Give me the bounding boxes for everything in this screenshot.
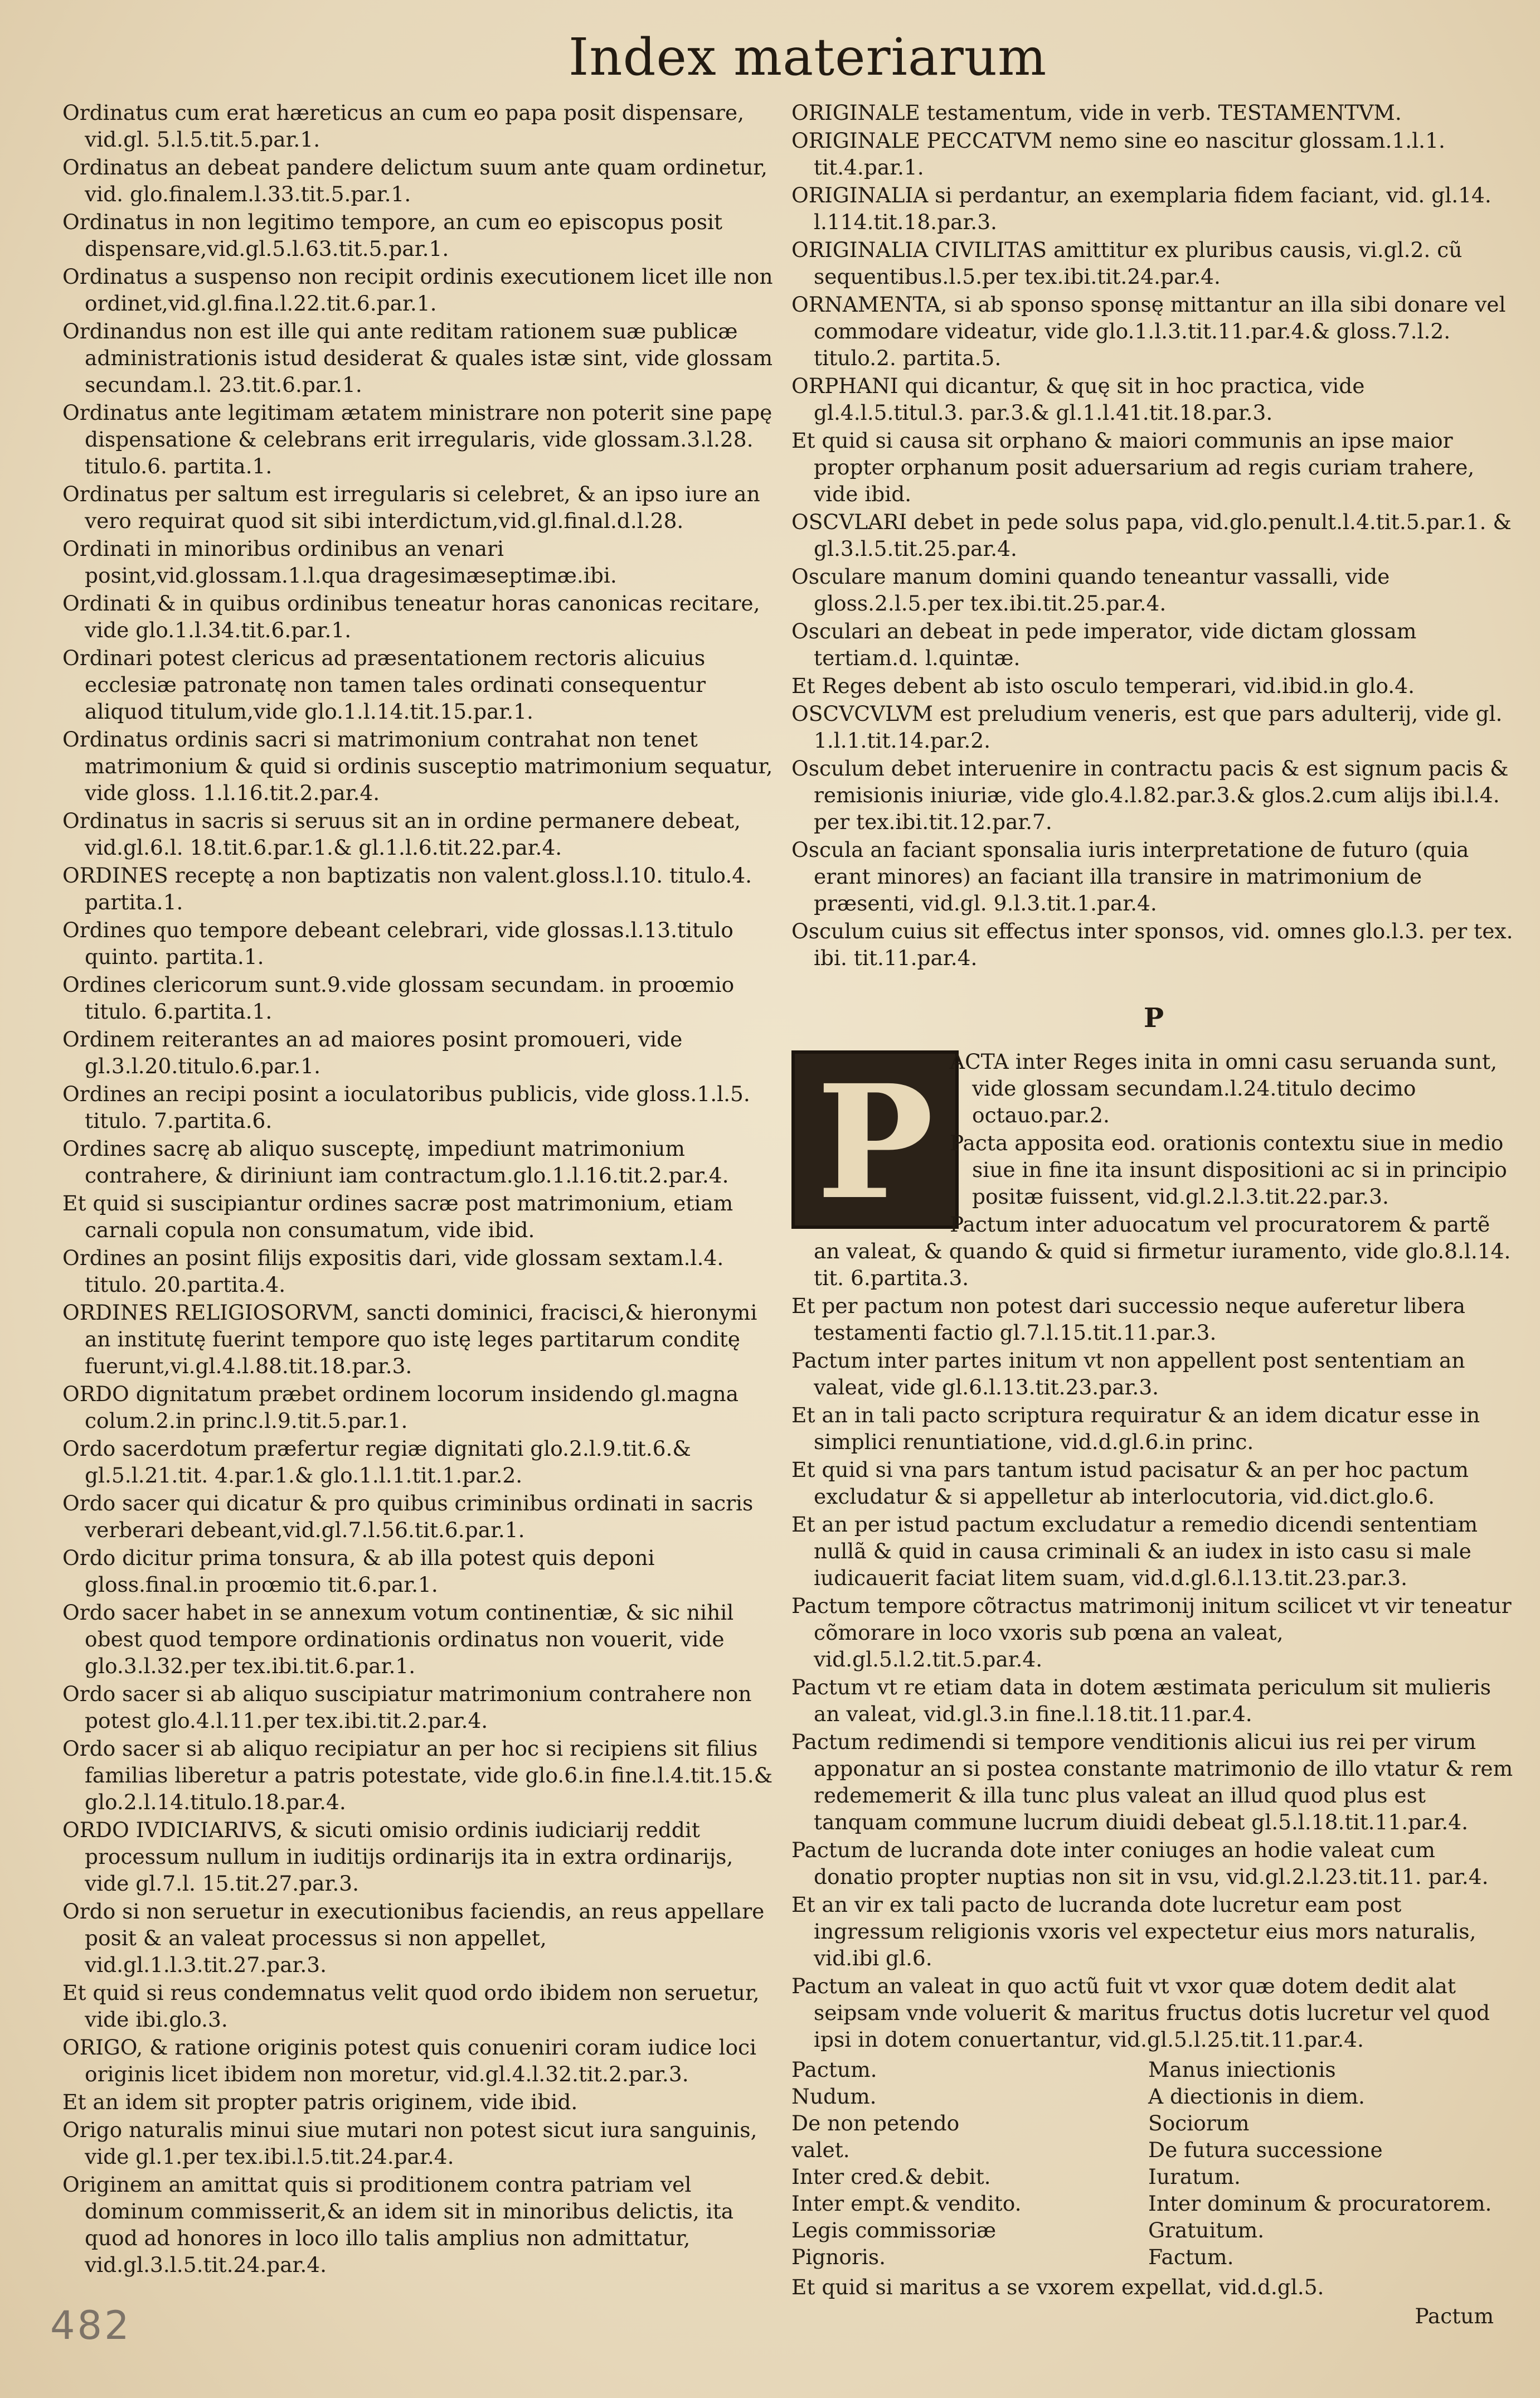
cross-reference-item: Factum.: [1148, 2245, 1234, 2269]
final-entry: Et quid si maritus a se vxorem expellat, vid.d.gl.5.: [791, 2275, 1324, 2299]
index-entry: Pactum inter aduocatum vel procuratorem & partẽ an valeat, & quando & quid si firmetur iuramento, vide glo.8.l.14. tit. 6.partita.3.: [814, 1212, 1511, 1290]
index-entry: ORDINES receptę a non baptizatis non valent.gloss.l.10. titulo.4. partita.1.: [62, 863, 752, 914]
catchword: Pactum: [1415, 2304, 1494, 2328]
index-entry: Et an idem sit propter patris originem, vide ibid.: [62, 2090, 578, 2114]
index-entry: Ordinatus in non legitimo tempore, an cum eo episcopus posit dispensare,vid.gl.5.l.63.tit.5.par.1.: [62, 210, 723, 261]
index-entry: ORDO IVDICIARIVS, & sicuti omisio ordinis iudiciarij reddit processum nullum in iuditijs ordinarijs ita in extra ordinarijs, vide gl.7.l. 15.tit.27.par.3.: [62, 1818, 733, 1896]
cross-reference-item: A diectionis in diem.: [1148, 2084, 1365, 2109]
cross-reference-left: [791, 2056, 1137, 2270]
index-entry: ORIGINALIA CIVILITAS amittitur ex pluribus causis, vi.gl.2. cũ sequentibus.l.5.per tex.ibi.tit.24.par.4.: [791, 238, 1463, 289]
cross-reference-item: Sociorum: [1148, 2111, 1250, 2135]
index-entry: Et an vir ex tali pacto de lucranda dote lucretur eam post ingressum religionis vxoris vel expectetur eius mors naturalis, vid.ibi gl.6.: [791, 1892, 1476, 1970]
index-entry: Ordinari potest clericus ad præsentationem rectoris alicuius ecclesiæ patronatę non tamen tales ordinati consequentur aliquod titulum,vide glo.1.l.14.tit.15.par.1.: [62, 646, 706, 724]
index-entry: Pactum an valeat in quo actũ fuit vt vxor quæ dotem dedit alat seipsam vnde voluerit & maritus fructus dotis lucretur vel quod ipsi in dotem conuertantur, vid.gl.5.l.25.tit.11.par.4.: [791, 1974, 1490, 2052]
index-entry: Ordinatus ante legitimam ætatem ministrare non poterit sine papę dispensatione & celebrans erit irregularis, vide glossam.3.l.28. titulo.6. partita.1.: [62, 400, 773, 478]
decorated-initial-p: P: [791, 1050, 959, 1229]
index-entry: Ordo sacer qui dicatur & pro quibus criminibus ordinati in sacris verberari debeant,vid.gl.7.l.56.tit.6.par.1.: [62, 1491, 754, 1542]
index-entry: Ordo sacerdotum præfertur regiæ dignitati glo.2.l.9.tit.6.& gl.5.l.21.tit. 4.par.1.& glo.1.l.1.tit.1.par.2.: [62, 1436, 691, 1488]
index-entry: Et quid si suscipiantur ordines sacræ post matrimonium, etiam carnali copula non consumatum, vide ibid.: [62, 1191, 733, 1242]
index-entry: Ordo sacer si ab aliquo recipiatur an per hoc si recipiens sit filius familias liberetur a patris potestate, vide glo.6.in fine.l.4.tit.15.& glo.2.l.14.titulo.18.par.4.: [62, 1736, 773, 1814]
index-entry: Ordo si non seruetur in executionibus faciendis, an reus appellare posit & an valeat processus si non appellet, vid.gl.1.l.3.tit.27.par.3.: [62, 1899, 765, 1977]
index-entry: Osculare manum domini quando teneantur vassalli, vide gloss.2.l.5.per tex.ibi.tit.25.par.4.: [791, 564, 1390, 616]
cross-reference-item: De non petendo: [791, 2111, 960, 2135]
index-entry: OSCVLARI debet in pede solus papa, vid.glo.penult.l.4.tit.5.par.1. & gl.3.l.5.tit.25.par.4.: [791, 510, 1512, 561]
index-entry: ORDINES RELIGIOSORVM, sancti dominici, fracisci,& hieronymi an institutę fuerint tempore quo istę leges partitarum conditę fuerunt,vi.gl.4.l.88.tit.18.par.3.: [62, 1300, 757, 1378]
cross-reference-item: Pignoris.: [791, 2245, 886, 2269]
index-entry: Ordinatus a suspenso non recipit ordinis executionem licet ille non ordinet,vid.gl.fina.l.22.tit.6.par.1.: [62, 264, 773, 316]
index-entry: Ordo sacer habet in se annexum votum continentiæ, & sic nihil obest quod tempore ordinationis ordinatus non vouerit, vide glo.3.l.32.per tex.ibi.tit.6.par.1.: [62, 1600, 734, 1678]
index-entry: ORNAMENTA, si ab sponso sponsę mittantur an illa sibi donare vel commodare videatur, vide glo.1.l.3.tit.11.par.4.& gloss.7.l.2. titulo.2. partita.5.: [791, 292, 1506, 370]
index-entry: Ordinati in minoribus ordinibus an venari posint,vid.glossam.1.l.qua dragesimæseptimæ.ibi.: [62, 536, 617, 588]
index-entry: ORDO dignitatum præbet ordinem locorum insidendo gl.magna colum.2.in princ.l.9.tit.5.par.1.: [62, 1382, 739, 1433]
section-heading-p: P: [1143, 1002, 1164, 1034]
index-entry: Ordines quo tempore debeant celebrari, vide glossas.l.13.titulo quinto. partita.1.: [62, 918, 733, 969]
index-entry: ORIGINALE testamentum, vide in verb. TESTAMENTVM.: [791, 100, 1402, 125]
left-column: [62, 99, 781, 2277]
index-entry: Ordines clericorum sunt.9.vide glossam secundam. in proœmio titulo. 6.partita.1.: [62, 972, 735, 1024]
index-entry: Pactum redimendi si tempore venditionis alicui ius rei per virum apponatur an si postea constante matrimonio de illo vtatur & rem redememerit & illa tunc plus valeat an illud quod plus est tanquam commune lucrum diuidi debeat gl.5.l.18.tit.11.par.4.: [791, 1730, 1513, 1834]
index-entry: ACTA inter Reges inita in omni casu seruanda sunt, vide glossam secundam.l.24.titulo decimo octauo.par.2.: [950, 1049, 1498, 1127]
index-entry: Ordo sacer si ab aliquo suscipiatur matrimonium contrahere non potest glo.4.l.11.per tex.ibi.tit.2.par.4.: [62, 1682, 752, 1733]
index-entry: ORIGO, & ratione originis potest quis conueniri coram iudice loci originis licet ibidem non moretur, vid.gl.4.l.32.tit.2.par.3.: [62, 2035, 757, 2086]
page-title: Index materiarum: [569, 27, 1047, 87]
index-entry: Ordinem reiterantes an ad maiores posint promoueri, vide gl.3.l.20.titulo.6.par.1.: [62, 1027, 683, 1078]
index-entry: Ordinatus in sacris si seruus sit an in ordine permanere debeat, vid.gl.6.l. 18.tit.6.par.1.& gl.1.l.6.tit.22.par.4.: [62, 808, 741, 860]
index-entry: Et an per istud pactum excludatur a remedio dicendi sententiam nullã & quid in causa criminali & an iudex in isto casu si male iudicauerit faciat litem suam, vid.d.gl.6.l.13.tit.23.par.3.: [791, 1512, 1478, 1590]
index-entry: Origo naturalis minui siue mutari non potest sicut iura sanguinis, vide gl.1.per tex.ibi.l.5.tit.24.par.4.: [62, 2118, 757, 2169]
index-entry: Ordines sacrę ab aliquo susceptę, impediunt matrimonium contrahere, & diriniunt iam contractum.glo.1.l.16.tit.2.par.4.: [62, 1136, 729, 1188]
index-entry: Originem an amittat quis si proditionem contra patriam vel dominum commisserit,& an idem sit in minoribus delictis, ita quod ad honores in loco illo talis amplius non admittatur, vid.gl.3.l.5.tit.24.par.4.: [62, 2172, 734, 2277]
index-entry: Pactum vt re etiam data in dotem æstimata periculum sit mulieris an valeat, vid.gl.3.in fine.l.18.tit.11.par.4.: [791, 1675, 1492, 1726]
o-entries: [791, 99, 1516, 971]
cross-reference-list: [791, 2056, 1516, 2270]
cross-reference-item: Manus iniectionis: [1148, 2057, 1336, 2082]
index-entry: OSCVCVLVM est preludium veneris, est que pars adulterij, vide gl. 1.l.1.tit.14.par.2.: [791, 701, 1503, 753]
index-entry: ORIGINALIA si perdantur, an exemplaria fidem faciant, vid. gl.14. l.114.tit.18.par.3.: [791, 183, 1492, 234]
index-entry: Pactum tempore cõtractus matrimonij initum scilicet vt vir teneatur cõmorare in loco vxoris sub pœna an valeat, vid.gl.5.l.2.tit.5.par.4.: [791, 1593, 1512, 1672]
index-entry: Et quid si vna pars tantum istud pacisatur & an per hoc pactum excludatur & si appelletur ab interlocutoria, vid.dict.glo.6.: [791, 1457, 1469, 1509]
folio-number: 482: [50, 2303, 132, 2348]
cross-reference-item: Gratuitum.: [1148, 2218, 1265, 2242]
index-entry: Et per pactum non potest dari successio neque auferetur libera testamenti factio gl.7.l.15.tit.11.par.3.: [791, 1294, 1465, 1345]
index-entry: Et Reges debent ab isto osculo temperari, vid.ibid.in glo.4.: [791, 674, 1415, 698]
index-entry: Osculum cuius sit effectus inter sponsos, vid. omnes glo.l.3. per tex. ibi. tit.11.par.4.: [791, 919, 1513, 970]
index-entry: Et quid si reus condemnatus velit quod ordo ibidem non seruetur, vide ibi.glo.3.: [62, 1980, 760, 2032]
index-entry: Osculum debet interuenire in contractu pacis & est signum pacis & remisionis iniuriæ, vide glo.4.l.82.par.3.& glos.2.cum alijs ibi.l.4. per tex.ibi.tit.12.par.7.: [791, 756, 1509, 834]
index-entry: ORIGINALE PECCATVM nemo sine eo nascitur glossam.1.l.1. tit.4.par.1.: [791, 128, 1445, 180]
cross-reference-item: Iuratum.: [1148, 2164, 1241, 2189]
index-entry: Pacta apposita eod. orationis contextu siue in medio siue in fine ita insunt dispositioni ac si in principio positæ fuissent, vid.gl.2.l.3.tit.22.par.3.: [950, 1131, 1507, 1209]
cross-reference-item: valet.: [791, 2138, 850, 2162]
index-entry: Ordines an recipi posint a ioculatoribus publicis, vide gloss.1.l.5. titulo. 7.partita.6.: [62, 1082, 750, 1133]
index-entry: Ordinatus cum erat hæreticus an cum eo papa posit dispensare, vid.gl. 5.l.5.tit.5.par.1.: [62, 100, 744, 152]
right-column: [791, 99, 1516, 2328]
cross-reference-item: Pactum.: [791, 2057, 877, 2082]
cross-reference-item: De futura successione: [1148, 2138, 1383, 2162]
cross-reference-item: Inter dominum & procuratorem.: [1148, 2191, 1492, 2216]
index-entry: Ordinatus per saltum est irregularis si celebret, & an ipso iure an vero requirat quod sit sibi interdictum,vid.gl.final.d.l.28.: [62, 482, 760, 533]
index-entry: Pactum de lucranda dote inter coniuges an hodie valeat cum donatio propter nuptias non sit in vsu, vid.gl.2.l.23.tit.11. par.4.: [791, 1838, 1489, 1889]
cross-reference-right: [1148, 2056, 1505, 2270]
cross-reference-item: Nudum.: [791, 2084, 877, 2109]
index-entry: Ordines an posint filijs expositis dari, vide glossam sextam.l.4. titulo. 20.partita.4.: [62, 1246, 724, 1297]
index-entry: Ordinati & in quibus ordinibus teneatur horas canonicas recitare, vide glo.1.l.34.tit.6.par.1.: [62, 591, 760, 642]
index-entry: Pactum inter partes initum vt non appellent post sententiam an valeat, vide gl.6.l.13.tit.23.par.3.: [791, 1348, 1465, 1399]
index-entry: Et an in tali pacto scriptura requiratur & an idem dicatur esse in simplici renuntiatione, vid.d.gl.6.in princ.: [791, 1403, 1480, 1454]
index-entry: Ordinandus non est ille qui ante reditam rationem suæ publicæ administrationis istud desiderat & quales istæ sint, vide glossam secundam.l. 23.tit.6.par.1.: [62, 319, 773, 397]
p-section: [791, 1048, 1516, 2053]
index-entry: Oscula an faciant sponsalia iuris interpretatione de futuro (quia erant minores) an faciant illa transire in matrimonium de præsenti, vid.gl. 9.l.3.tit.1.par.4.: [791, 837, 1469, 915]
index-entry: Ordinatus an debeat pandere delictum suum ante quam ordinetur, vid. glo.finalem.l.33.tit.5.par.1.: [62, 155, 767, 206]
index-entry: Osculari an debeat in pede imperator, vide dictam glossam tertiam.d. l.quintæ.: [791, 619, 1417, 670]
cross-reference-item: Inter cred.& debit.: [791, 2164, 991, 2189]
index-entry: ORPHANI qui dicantur, & quę sit in hoc practica, vide gl.4.l.5.titul.3. par.3.& gl.1.l.41.tit.18.par.3.: [791, 374, 1365, 425]
cross-reference-item: Legis commissoriæ: [791, 2218, 997, 2242]
cross-reference-item: Inter empt.& vendito.: [791, 2191, 1022, 2216]
index-entry: Ordo dicitur prima tonsura, & ab illa potest quis deponi gloss.final.in proœmio tit.6.par.1.: [62, 1546, 655, 1597]
index-entry: Et quid si causa sit orphano & maiori communis an ipse maior propter orphanum posit aduersarium ad regis curiam trahere, vide ibid.: [791, 428, 1475, 506]
index-entry: Ordinatus ordinis sacri si matrimonium contrahat non tenet matrimonium & quid si ordinis susceptio matrimonium sequatur, vide gloss. 1.l.16.tit.2.par.4.: [62, 727, 773, 805]
